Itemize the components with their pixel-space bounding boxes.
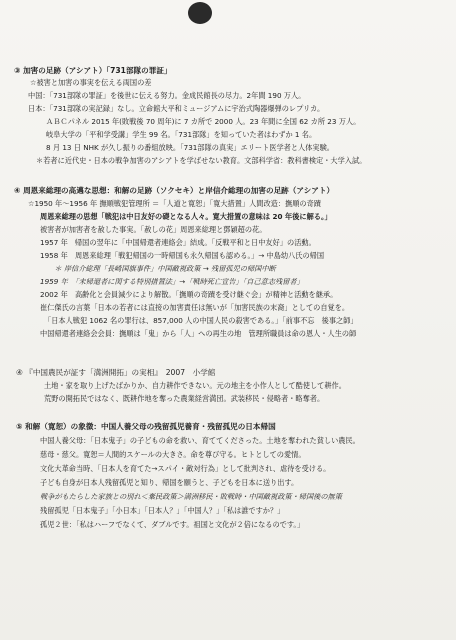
- section-5-heading: ⑤ 和解（寛恕）の象徴：中国人養父母の残留孤児養育・残留孤児の日本帰国: [16, 422, 276, 431]
- s4-line-11: 中国帰還者連絡会会員：撫順は「鬼」から「人」への再生の地 管理所職員は命の恩人・人生の師: [40, 329, 357, 338]
- s4-line-10: 「日本人戦犯 1062 名の罪行は、857,000 人の中国人民の殺害である。」「前事不忘 後事之師」: [44, 316, 358, 325]
- s4-line-3: 被害者が加害者を赦した事実。「赦しの花」周恩来総理と鄧穎超の花。: [40, 225, 267, 234]
- s5-line-7: 孤児２世：「私はハーフでなくて、ダブルです。祖国と文化が２倍になるのです。」: [40, 520, 305, 529]
- s4-line-2: 周恩来総理の思想「戦犯は中日友好の礎となる人々。寛大措置の意味は 20 年後に解る。」: [40, 212, 332, 221]
- s3-line-2: 中国：「731部隊の罪証」を後世に伝える努力。金成民館長の尽力。2年間 190 万人。: [28, 91, 306, 100]
- s3-line-3: 日本：「731部隊の実記録」なし。立命館大平和ミュージアムに宇治式陶器爆弾のレプリカ。: [28, 104, 325, 113]
- s5-line-5: 戦争がもたらした家族との別れ＜棄民政策＞満洲移民・敗戦時・中国敵視政策・帰国後の無策: [40, 492, 342, 501]
- section-3-heading: ③ 加害の足跡（アシアト）「731部隊の罪証」: [14, 66, 172, 75]
- s4-line-8: 2002 年 高齢化と会員減少により解散。「撫順の奇蹟を受け継ぐ会」が精神と活動を継承。: [40, 290, 338, 299]
- s5-line-6: 残留孤児「日本鬼子」「小日本」「日本人？」「中国人？」「私は誰ですか？」: [40, 506, 285, 515]
- s5-line-3: 文化大革命当時、「日本人を育てた→スパイ・敵対行為」として批判され、虐待を受ける。: [40, 464, 331, 473]
- s4-line-9: 崔仁傑氏の言葉「日本の若者には直接の加害責任は無いが「加害民族の末裔」としての自覚を。: [40, 303, 350, 312]
- bleed-through-text: [306, 54, 312, 69]
- s5-line-4: 子ども自身が日本人残留孤児と知り、帰国を願うと、子どもを日本に送り出す。: [40, 478, 299, 487]
- s4-line-6: ＊ 岸信介総理「長崎国旗事件」中国敵視政策 → 残留孤児の帰国中断: [40, 264, 276, 273]
- s4b-line-2: 荒野の開拓民ではなく、既耕作地を奪った農業経営満団。武装移民・侵略者・略奪者。: [44, 394, 325, 403]
- punch-hole: [188, 2, 212, 24]
- section-4b-heading: ④ 『中国農民が証す「満洲開拓」の実相』 2007 小学館: [16, 368, 216, 377]
- s4-line-5: 1958 年 周恩来総理「戦犯帰国の一時帰国も永久帰国も認める。」→ 中島幼八氏の帰国: [40, 251, 325, 260]
- s4-line-4: 1957 年 帰国の翌年に「中国帰還者連絡会」結成。「反戦平和と日中友好」の活動。: [40, 238, 316, 247]
- s4-line-1: ☆1950 年〜1956 年 撫順戦犯管理所 ＝「人道と寛恕」「寛大措置」人間改造：撫順の奇蹟: [28, 199, 321, 208]
- s3-line-4: ＡＢＣパネル 2015 年(敗戦後 70 周年)に 7 カ所で 2000 人。23 年間に全国 62 カ所 23 万人。: [46, 117, 361, 126]
- s3-line-6: 8 月 13 日 NHK が久し振りの番組放映。「731部隊の真実」エリート医学者と人体実験。: [46, 143, 334, 152]
- s4b-line-1: 土地・家を取り上げたばかりか、自力耕作できない。元の地主を小作人として酷使して耕作。: [44, 381, 346, 390]
- section-4-heading: ④ 周恩来総理の高邁な思想：和解の足跡（ソクセキ）と岸信介総理の加害の足跡（アシアト）: [14, 186, 335, 195]
- s3-line-1: ☆被害と加害の事実を伝える両国の差: [30, 78, 152, 87]
- s3-line-5: 岐阜大学の「平和学受講」学生 99 名。「731部隊」を知っていた者はわずか 1 名。: [46, 130, 317, 139]
- s5-line-2: 慈母・慈父。寛恕＝人間的スケールの大きさ。命を尊び守る。ヒトとしての愛情。: [40, 450, 306, 459]
- s5-line-1: 中国人養父母：「日本鬼子」の子どもの命を救い、育ててくださった。土地を奪われた貧しい農民。: [40, 436, 360, 445]
- s4-line-7: 1959 年 「未帰還者に関する特別措置法」→「戦時死亡宣告」「自己意志残留者」: [40, 277, 304, 286]
- s3-line-7: ＊若者に近代史・日本の戦争加害のアシアトを学ばせない教育。文部科学省：教科書検定・大学入試。: [36, 156, 367, 165]
